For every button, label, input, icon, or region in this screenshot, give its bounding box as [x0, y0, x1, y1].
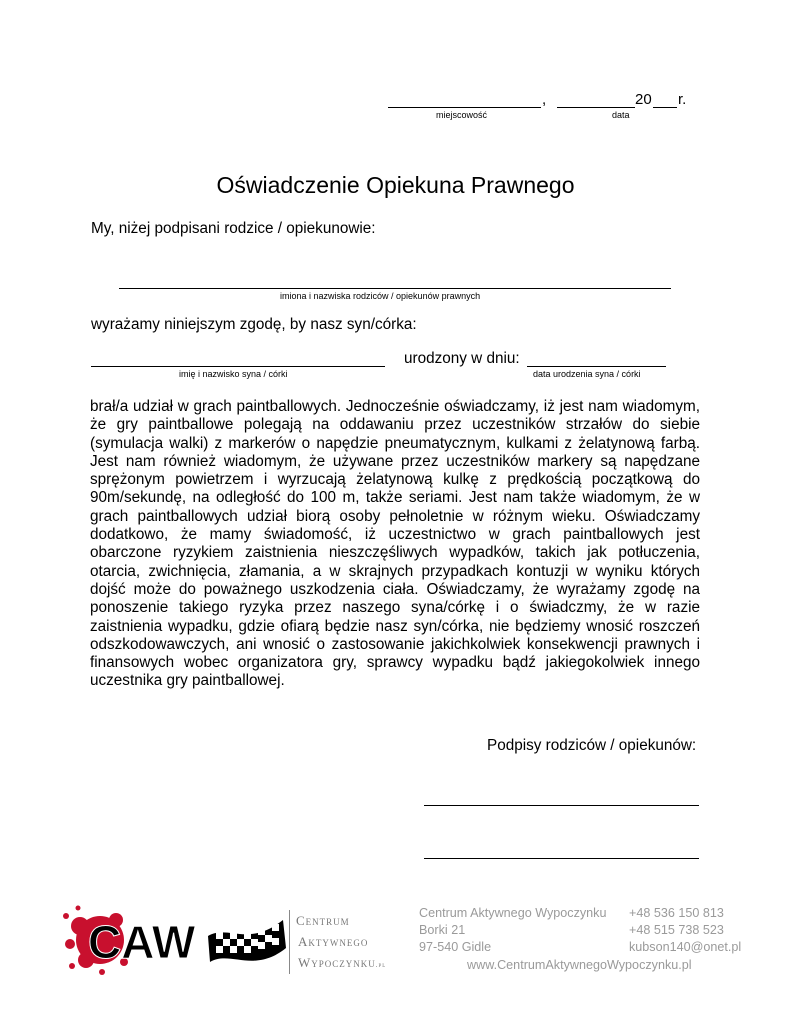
year-suffix: r.: [678, 91, 687, 108]
consent-text: wyrażamy niniejszym zgodę, by nasz syn/córka:: [91, 316, 417, 333]
year-line[interactable]: [653, 92, 677, 108]
logo-word-1: Centrum: [296, 913, 350, 928]
logo-divider: [289, 910, 290, 974]
footer-phone-2[interactable]: +48 515 738 523: [629, 923, 724, 937]
checkered-flag-icon: [208, 920, 286, 962]
footer-email[interactable]: kubson140@onet.pl: [629, 940, 742, 954]
footer-website[interactable]: www.CentrumAktywnegoWypoczynku.pl: [467, 958, 692, 972]
footer-company: Centrum Aktywnego Wypoczynku: [419, 906, 607, 920]
logo-wordmark: [296, 910, 386, 976]
signature-line-2[interactable]: [424, 846, 699, 859]
logo-letters: CAW: [88, 916, 196, 968]
logo-word-3: Wypoczynku.pl: [298, 955, 387, 970]
parents-names-line[interactable]: [119, 274, 671, 289]
company-logo: [58, 896, 408, 978]
place-line[interactable]: [388, 92, 541, 108]
footer-phone-1[interactable]: +48 536 150 813: [629, 906, 724, 920]
logo-suffix: .pl: [375, 961, 387, 969]
declaration-body: brał/a udział w grach paintballowych. Jednocześnie oświadczamy, iż jest nam wiadomym, że gry paintballowe polegają na oddawaniu przez uczestników strzałów do siebie (symulacja walki) z markerów o napędzie pneumatycznym, kulkami z żelatynową farbą. Jest nam również wiadomym, że używane przez uczestników markery są napędzane sprężonym powietrzem i wyrzucają żelatynową kulkę z prędkością początkową do 90m/sekundę, na odległość do 100 m, także seriami. Jest nam także wiadomym, że w grach paintballowych udział biorą osoby pełnoletnie w różnym wieku. Oświadczamy dodatkowo, że mamy świadomość, iż uczestnictwo w grach paintballowych jest obarczone ryzykiem zaistnienia nieszczęśliwych wypadków, takich jak potłuczenia, otarcia, zwichnięcia, złamania, a w skrajnych przypadkach kontuzji w wyniku których dojść może do poważnego uszkodzenia ciała. Oświadczamy, że wyrażamy zgodę na ponoszenie takiego ryzyka przez naszego syna/córkę i o świadczmy, że w razie zaistnienia wypadku, gdzie ofiarą będzie nasz syn/córka, nie będziemy wnosić roszczeń odszkodowawczych, ani wnosić o zastosowanie jakichkolwiek konsekwencji prawnych i finansowych wobec organizatora gry, sprawcy wypadku bądź jakiegokolwiek innego uczestnika gry paintballowej.: [90, 398, 700, 690]
date-label: data: [612, 110, 630, 120]
birthdate-label: data urodzenia syna / córki: [533, 369, 641, 379]
child-name-label: imię i nazwisko syna / córki: [179, 369, 288, 379]
page-title: Oświadczenie Opiekuna Prawnego: [216, 172, 575, 198]
parents-names-label: imiona i nazwiska rodziców / opiekunów prawnych: [280, 291, 481, 301]
intro-text: My, niżej podpisani rodzice / opiekunowie:: [91, 220, 376, 237]
logo-graphic: [58, 896, 288, 978]
footer-address: [419, 905, 606, 956]
born-label: urodzony w dniu:: [404, 350, 520, 367]
place-label: miejscowość: [436, 110, 488, 120]
child-name-line[interactable]: [91, 352, 385, 367]
footer-contacts: [629, 905, 741, 956]
birthdate-line[interactable]: [527, 352, 666, 367]
footer-city: 97-540 Gidle: [419, 940, 492, 954]
year-prefix: 20: [635, 91, 652, 108]
date-line[interactable]: [557, 92, 635, 108]
signatures-label: Podpisy rodziców / opiekunów:: [487, 737, 697, 754]
header-comma: ,: [542, 91, 547, 108]
logo-word-2: Aktywnego: [298, 934, 369, 949]
footer-street: Borki 21: [419, 923, 466, 937]
signature-line-1[interactable]: [424, 793, 699, 806]
